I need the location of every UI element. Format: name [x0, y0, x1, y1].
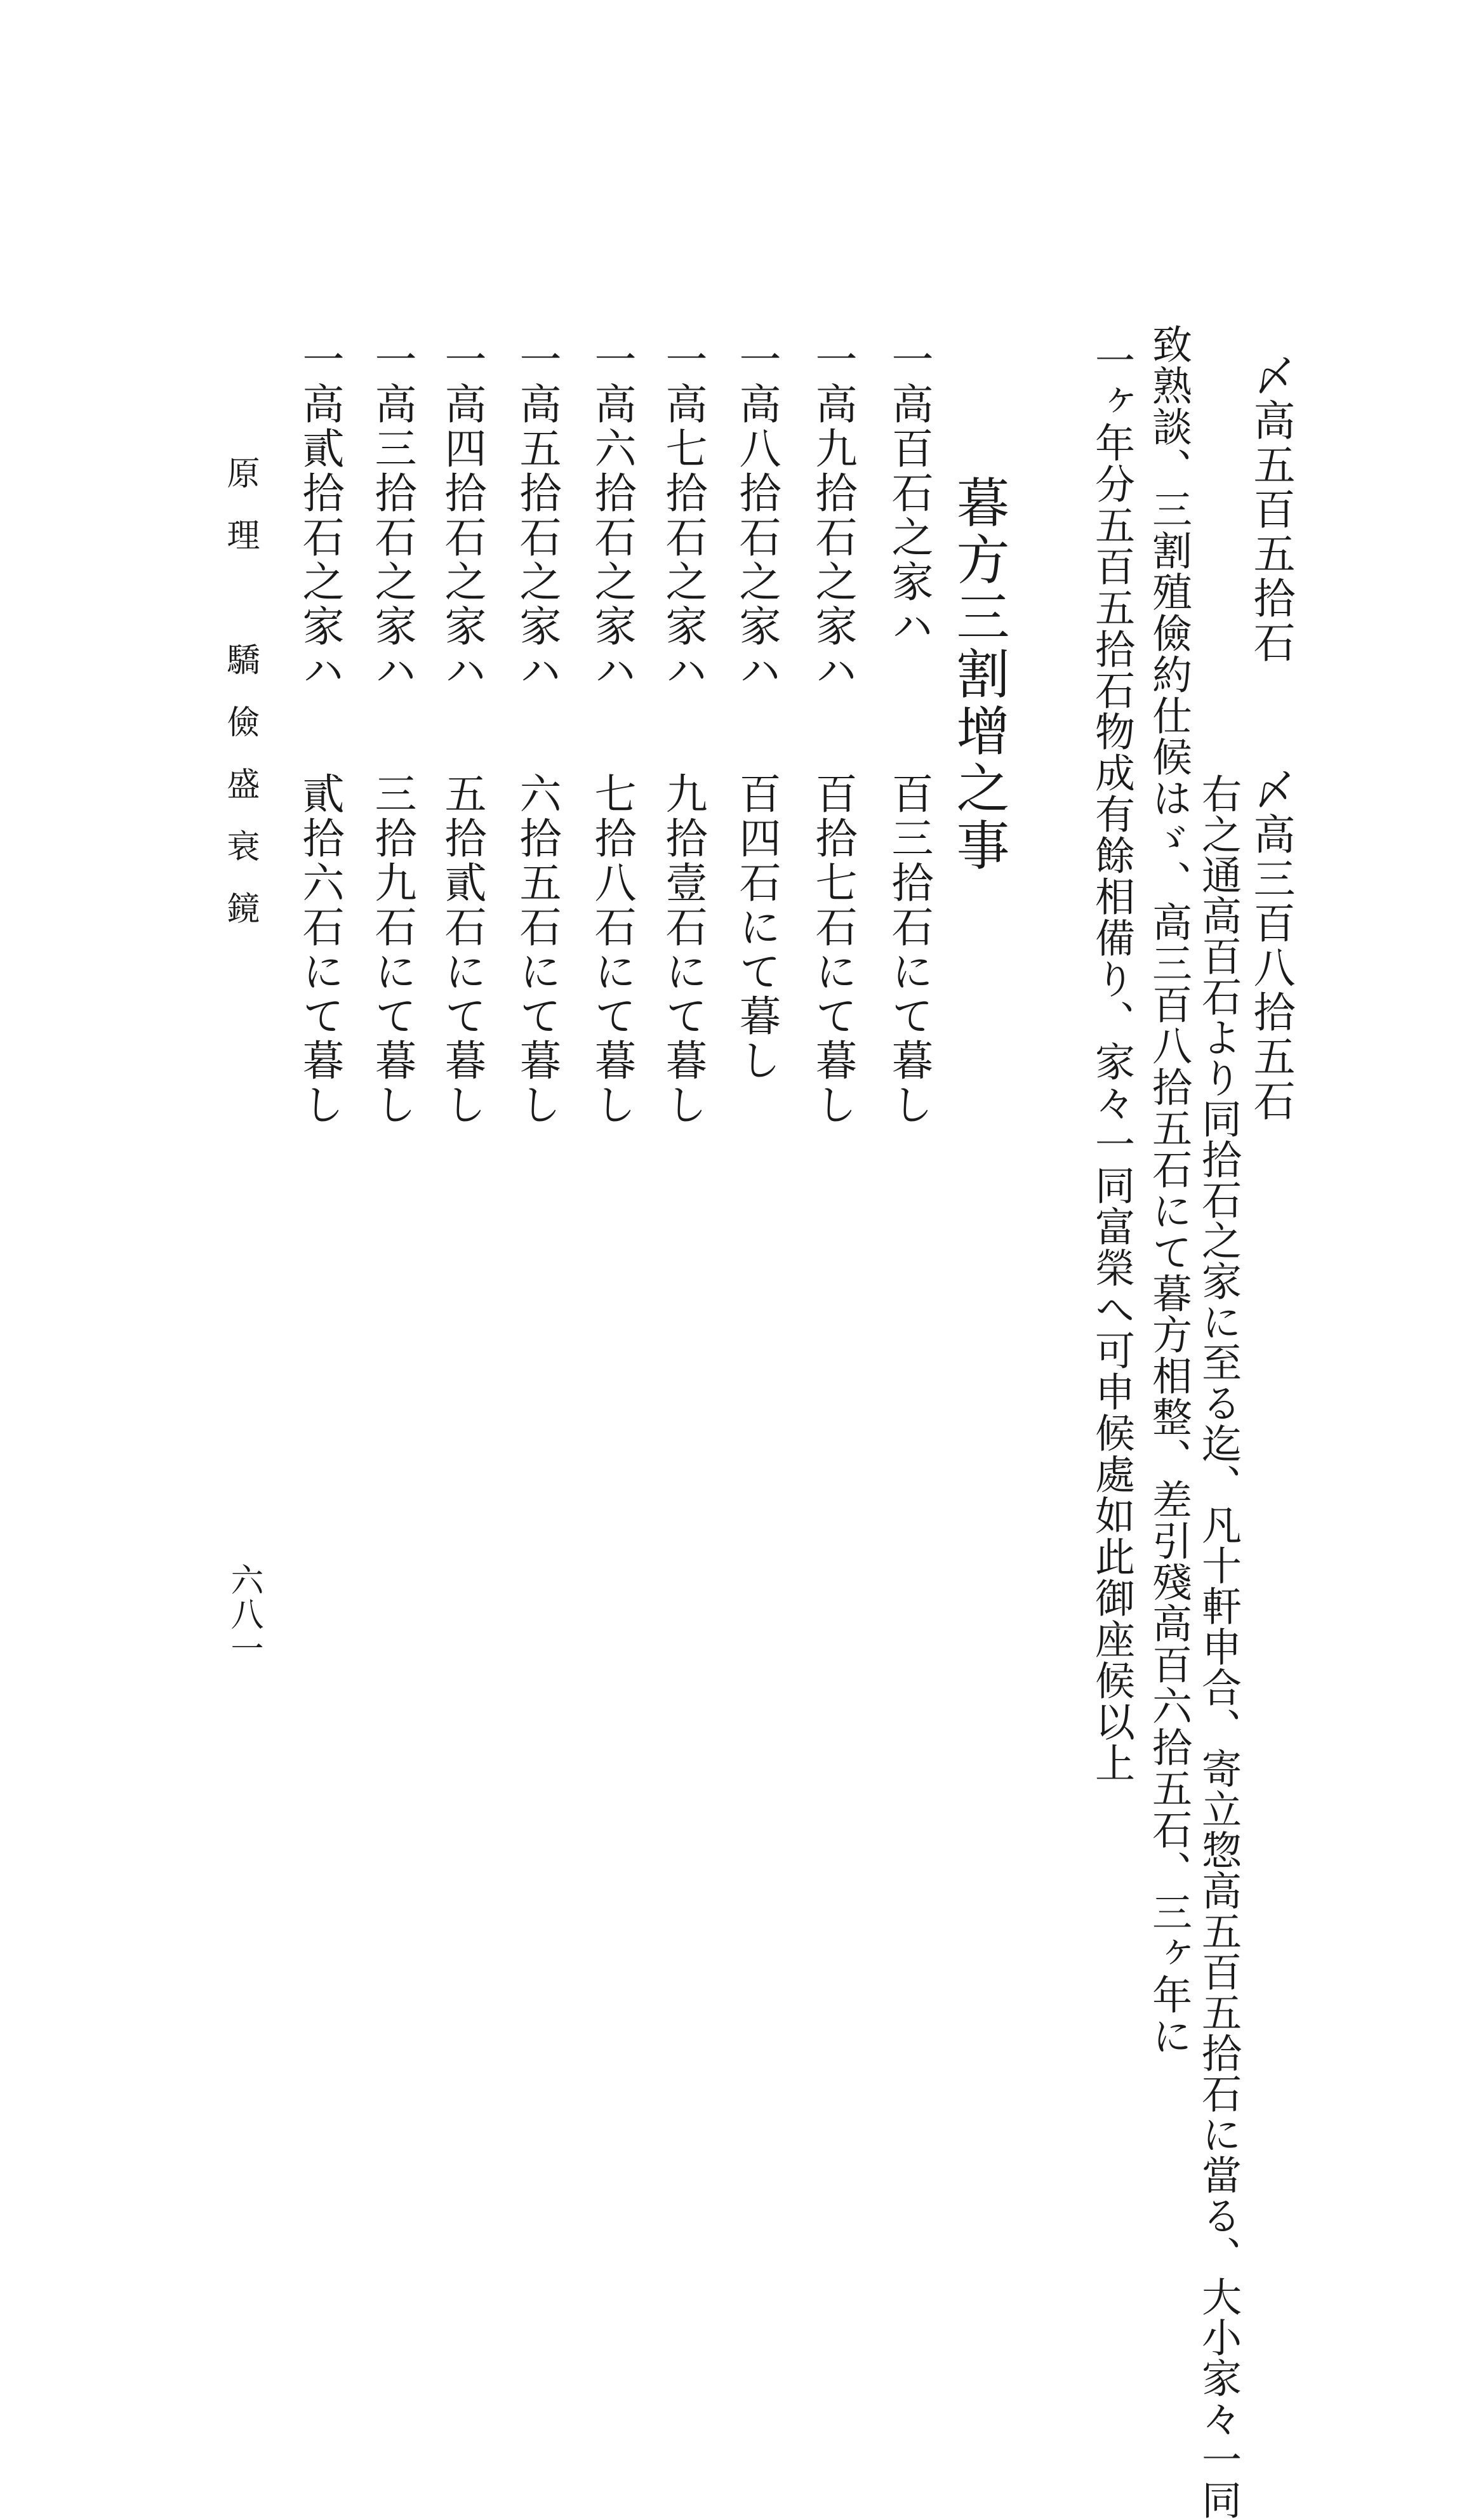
household-head-8: 一高三拾石之家ハ — [368, 338, 416, 693]
household-head-2: 一高九拾石之家ハ — [808, 338, 857, 693]
household-value-8: 三拾九石にて暮し — [368, 772, 416, 1127]
household-value-7: 五拾貳石にて暮し — [437, 772, 486, 1127]
household-head-1: 一高百石之家ハ — [884, 338, 933, 649]
household-value-4: 九拾壹石にて暮し — [658, 772, 707, 1127]
body-text-line-2: 致熟談、三割殖儉約仕候はゞ、高三百八拾五石にて暮方相整、差引殘高百六拾五石、三ヶ年に — [1146, 324, 1192, 2057]
household-value-3: 百四石にて暮し — [732, 772, 781, 1083]
household-head-3: 一高八拾石之家ハ — [732, 338, 781, 693]
household-head-5: 一高六拾石之家ハ — [587, 338, 636, 693]
household-value-1: 百三拾石にて暮し — [884, 772, 933, 1127]
body-text-line-1: 右之通高百石より同拾石之家に至る迄、凡十軒申合、寄立惣高五百五拾石に當る、大小家々一同 — [1195, 773, 1242, 2520]
household-value-9: 貳拾六石にて暮し — [295, 772, 344, 1127]
household-head-9: 一高貳拾石之家ハ — [295, 338, 344, 693]
household-value-6: 六拾五石にて暮し — [512, 772, 561, 1127]
section-heading: 暮方三割增之事 — [948, 475, 1010, 875]
household-value-2: 百拾七石にて暮し — [808, 772, 857, 1127]
household-value-5: 七拾八石にて暮し — [587, 772, 636, 1127]
household-head-6: 一高五拾石之家ハ — [512, 338, 561, 693]
page-number: 六八一 — [225, 1563, 263, 1666]
reduced-total-line-label: 〆高三百八拾五石 — [1246, 768, 1295, 1124]
total-line-label: 〆高五百五拾石 — [1246, 354, 1295, 665]
household-head-7: 一高四拾石之家ハ — [437, 338, 486, 693]
household-head-4: 一高七拾石之家ハ — [658, 338, 707, 693]
body-text-line-3: 一ヶ年分五百五拾石物成有餘相備り、家々一同富榮へ可申候處如此御座候以上 — [1089, 340, 1135, 1784]
running-head: 原理 驕儉盛衰鏡 — [221, 456, 259, 953]
